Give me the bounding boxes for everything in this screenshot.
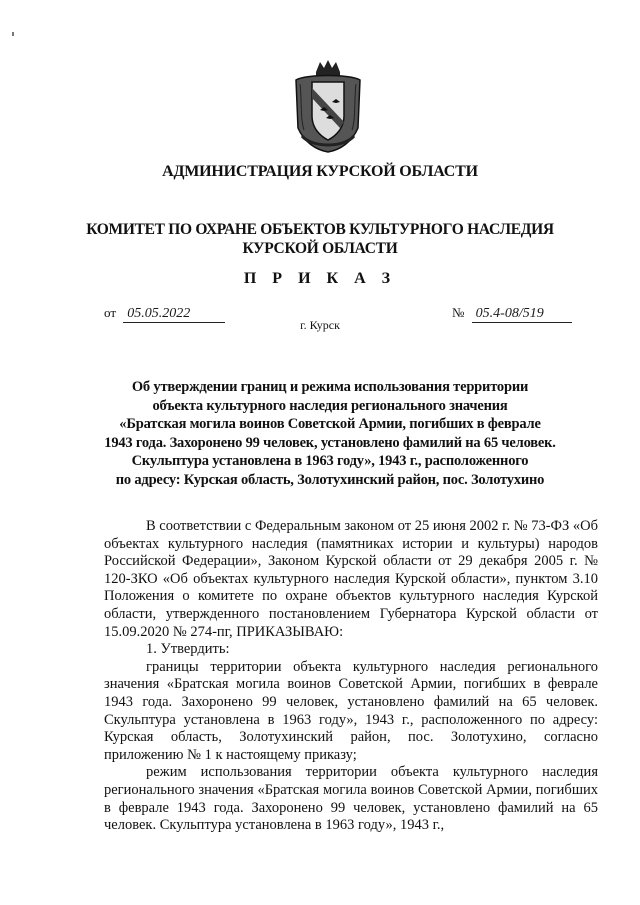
committee-heading: [0, 220, 640, 258]
order-body: [104, 518, 598, 835]
coat-of-arms-emblem: [292, 58, 364, 154]
preamble-paragraph: В соответствии с Федеральным законом от 25 июня 2002 г. № 73-ФЗ «Об объектах культурного наследия (памятниках истории и культуры) народов Российской Федерации», Законом Курской области от 29 декабря 2005 г. № 120-ЗКО «Об объектах культурного наследия Курской области», пунктом 3.10 Положения о комитете по охране объектов культурного наследия Курской области, утвержденного постановлением Губернатора Курской области от 15.09.2020 № 274-пг, ПРИКАЗЫВАЮ:: [104, 518, 598, 640]
item-1-paragraph: 1. Утвердить:: [146, 641, 230, 658]
title-line: объекта культурного наследия регионального значения: [152, 397, 508, 414]
order-title: [80, 378, 580, 489]
title-line: «Братская могила воинов Советской Армии, погибших в феврале: [119, 416, 541, 432]
title-line: Об утверждении границ и режима использования территории: [131, 379, 529, 395]
item-1a-paragraph: границы территории объекта культурного наследия регионального значения «Братская могила воинов Советской Армии, погибших в феврале 1943 года. Захоронено 99 человек, установлено фамилий на 65 человек. Скульптура установлена в 1963 году», 1943 г., расположенного по адресу: Курская область, Золотухинский район, пос. Золотухино, согласно приложению № 1 к настоящему приказу;: [104, 658, 598, 763]
number-prefix: №: [452, 305, 465, 320]
date-value: 05.05.2022: [123, 306, 225, 323]
city-label: г. Курск: [300, 318, 340, 332]
committee-heading-line1: КОМИТЕТ ПО ОХРАНЕ ОБЪЕКТОВ КУЛЬТУРНОГО НАСЛЕДИЯ: [86, 221, 554, 238]
title-line: 1943 года. Захоронено 99 человек, установлено фамилий на 65 человек.: [104, 434, 556, 451]
document-type-heading: П Р И К А З: [243, 270, 397, 287]
number-value: 05.4-08/519: [472, 306, 572, 323]
title-line: по адресу: Курская область, Золотухинский район, пос. Золотухино: [115, 471, 545, 488]
administration-heading: АДМИНИСТРАЦИЯ КУРСКОЙ ОБЛАСТИ: [162, 163, 478, 180]
committee-heading-line2: КУРСКОЙ ОБЛАСТИ: [242, 240, 398, 257]
title-line: Скульптура установлена в 1963 году», 1943 г., расположенного: [131, 453, 529, 469]
scan-mark: [12, 32, 14, 36]
item-1b-paragraph: режим использования территории объекта культурного наследия регионального значения «Братская могила воинов Советской Армии, погибших в феврале 1943 года. Захоронено 99 человек, установлено фамилий на 65 человек. Скульптура установлена в 1963 году», 1943 г.,: [104, 764, 598, 834]
date-prefix: от: [104, 305, 117, 320]
